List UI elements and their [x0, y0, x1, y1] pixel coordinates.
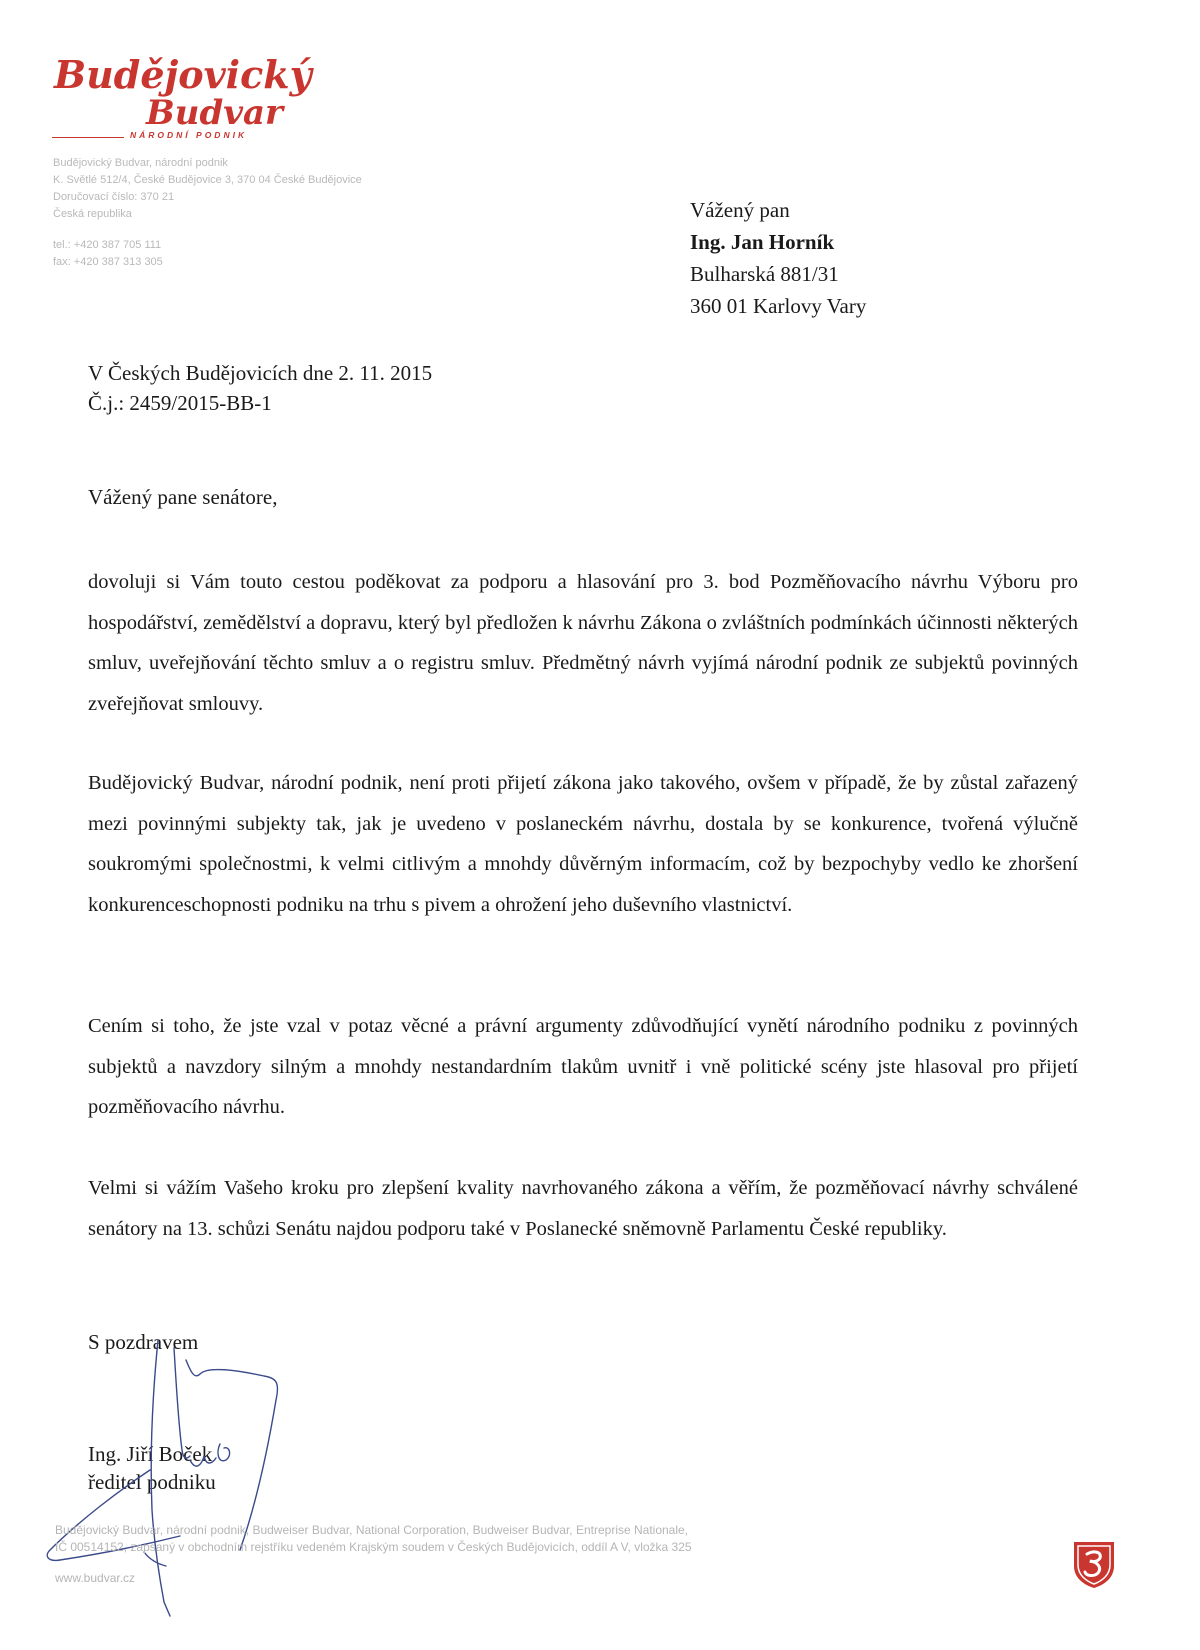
logo-line2: Budvar	[146, 93, 283, 133]
logo-tagline: NÁRODNÍ PODNIK	[130, 130, 248, 140]
sender-line: K. Světlé 512/4, České Budějovice 3, 370 04 České Budějovice	[53, 174, 362, 186]
footer-line: IČ 00514152, zapsaný v obchodním rejstříku vedeném Krajským soudem v Českých Budějovicích, oddíl A V, vložka 325	[55, 1540, 692, 1554]
body-paragraph: Cením si toho, že jste vzal v potaz věcné a právní argumenty zdůvodňující vynětí národního podniku z povinných subjektů a navzdory silným a mnohdy nestandardním tlakům uvnitř i vně politické scény jste hlasoval pro přijetí pozměňovacího návrhu.	[88, 1015, 1078, 1118]
recipient-name: Ing. Jan Horník	[690, 230, 835, 254]
body-paragraph: dovoluji si Vám touto cestou poděkovat za podporu a hlasování pro 3. bod Pozměňovacího návrhu Výboru pro hospodářství, zemědělství a dopravu, který byl předložen k návrhu Zákona o zvláštních podmínkách účinnosti některých smluv, uveřejňování těchto smluv a o registru smluv. Předmětný návrh vyjímá národní podnik ze subjektů povinných zveřejňovat smlouvy.	[88, 571, 1078, 715]
recipient-street: Bulharská 881/31	[690, 262, 839, 286]
sender-address	[53, 155, 362, 271]
date-reference	[88, 358, 432, 418]
recipient-greeting: Vážený pan	[690, 198, 790, 222]
footer-website: www.budvar.cz	[55, 1571, 136, 1585]
sender-line: Česká republika	[53, 208, 132, 220]
salutation: Vážený pane senátore,	[88, 485, 278, 509]
logo-divider	[52, 137, 124, 138]
sender-line: Doručovací číslo: 370 21	[53, 191, 175, 203]
body-paragraph: Budějovický Budvar, národní podnik, není proti přijetí zákona jako takového, ovšem v případě, že by zůstal zařazený mezi povinnými subjekty tak, jak je uvedeno v poslaneckém návrhu, dostala by se konkurence, tvořená výlučně soukromými společnostmi, k velmi citlivým a mnohdy důvěrným informacím, což by bezpochyby vedlo ke zhoršení konkurenceschopnosti podniku na trhu s pivem a ohrožení jeho duševního vlastnictví.	[88, 772, 1078, 916]
sender-line: Budějovický Budvar, národní podnik	[53, 157, 228, 169]
budvar-emblem-icon	[1070, 1538, 1118, 1590]
recipient-address	[690, 194, 866, 322]
footer-line: Budějovický Budvar, národní podnik, Budweiser Budvar, National Corporation, Budweiser Budvar, Entreprise Nationale,	[55, 1523, 689, 1537]
signatory-title: ředitel podniku	[88, 1470, 216, 1494]
body-paragraph: Velmi si vážím Vašeho kroku pro zlepšení kvality navrhovaného zákona a věřím, že pozměňovací návrhy schválené senátory na 13. schůzi Senátu najdou podporu také v Poslanecké sněmovně Parlamentu České republiky.	[88, 1177, 1078, 1240]
logo-wordmark	[50, 48, 312, 138]
recipient-city: 360 01 Karlovy Vary	[690, 294, 867, 318]
reference-number: Č.j.: 2459/2015-BB-1	[88, 391, 272, 415]
signatory	[88, 1440, 216, 1496]
closing: S pozdravem	[88, 1330, 199, 1354]
sender-fax: fax: +420 387 313 305	[53, 256, 163, 268]
logo-line1: Budějovický	[54, 52, 312, 97]
signatory-name: Ing. Jiří Boček	[88, 1442, 213, 1466]
footer	[55, 1522, 692, 1587]
sender-phone: tel.: +420 387 705 111	[53, 239, 162, 251]
date-line: V Českých Budějovicích dne 2. 11. 2015	[88, 361, 433, 385]
